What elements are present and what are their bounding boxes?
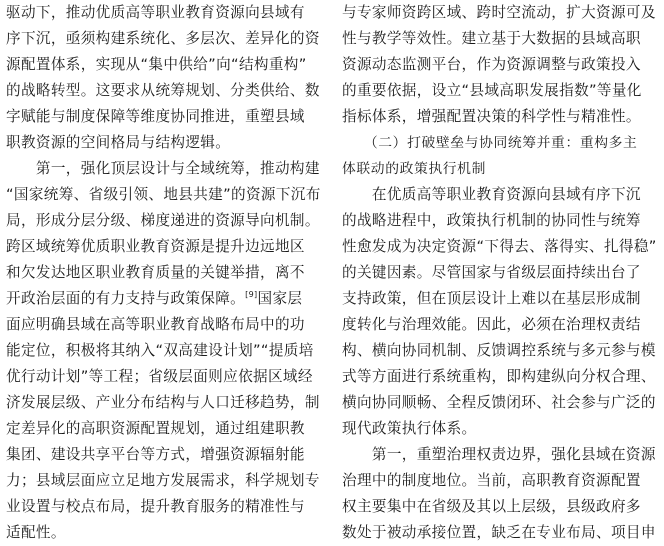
paragraph-line xyxy=(342,494,660,520)
line-text: 指标体系，增强配置决策的科学性与精准性。 xyxy=(342,108,641,125)
line-text: 现代政策执行体系。 xyxy=(342,420,477,437)
paragraph-line xyxy=(6,286,324,312)
paragraph-line xyxy=(6,416,324,442)
line-text: 的战略转型。这要求从统筹规划、分类供给、数 xyxy=(6,82,320,99)
line-text-continued: 国家层 xyxy=(257,290,303,307)
left-text-column xyxy=(6,0,324,546)
line-text: 职教资源的空间格局与结构逻辑。 xyxy=(6,134,231,151)
paragraph-line xyxy=(342,468,660,494)
line-text: 与专家师资跨区域、跨时空流动，扩大资源可及 xyxy=(342,4,656,21)
line-text: 在优质高等职业教育资源向县域有序下沉 xyxy=(342,186,641,203)
paragraph-line xyxy=(6,520,324,546)
line-text: 字赋能与制度保障等维度协同推进，重塑县域 xyxy=(6,108,305,125)
line-text: 局，形成分层分级、梯度递进的资源导向机制。 xyxy=(6,212,320,229)
paragraph-line xyxy=(6,26,324,52)
paragraph-line xyxy=(342,364,660,390)
paragraph-line xyxy=(6,130,324,156)
paragraph-line xyxy=(6,104,324,130)
paragraph-line xyxy=(6,52,324,78)
citation-reference: [9] xyxy=(245,290,258,300)
section-heading-line xyxy=(342,130,660,156)
line-text: 度转化与治理效能。因此，必须在治理权责结 xyxy=(342,316,641,333)
line-text: 性与教学等效性。建立基于大数据的县域高职 xyxy=(342,30,641,47)
line-text: 集团、建设共享平台等方式，增强资源辐射能 xyxy=(6,446,305,463)
line-text: 业设置与校点布局，提升教育服务的精准性与 xyxy=(6,498,305,515)
paragraph-line xyxy=(342,390,660,416)
paragraph-line xyxy=(342,26,660,52)
line-text: 第一，重塑治理权责边界，强化县域在资源 xyxy=(342,446,656,463)
paragraph-line xyxy=(342,260,660,286)
line-text: 适配性。 xyxy=(6,524,66,541)
paragraph-line xyxy=(6,468,324,494)
line-text: 权主要集中在省级及其以上层级，县级政府多 xyxy=(342,498,641,515)
line-text: 源配置体系，实现从“集中供给”向“结构重构” xyxy=(6,56,307,73)
line-text: 和欠发达地区职业教育质量的关键举措，离不 xyxy=(6,264,305,281)
line-text: 式等方面进行系统重构，即构建纵向分权合理、 xyxy=(342,368,656,385)
line-text: 济发展层级、产业分布结构与人口迁移趋势，制 xyxy=(6,394,320,411)
paragraph-line xyxy=(342,338,660,364)
line-text: 能定位，积极将其纳入“双高建设计划”“提质培 xyxy=(6,342,314,359)
line-text: 资源动态监测平台，作为资源调整与政策投入 xyxy=(342,56,641,73)
paragraph-line xyxy=(6,260,324,286)
paragraph-line xyxy=(6,364,324,390)
paragraph-line xyxy=(342,416,660,442)
line-text: 力；县域层面应立足地方发展需求，科学规划专 xyxy=(6,472,320,489)
line-text: （二）打破壁垒与协同统筹并重：重构多主 xyxy=(342,135,638,151)
paragraph-line xyxy=(6,208,324,234)
line-text: 支持政策，但在顶层设计上难以在基层形成制 xyxy=(342,290,641,307)
line-text: 的关键因素。尽管国家与省级层面持续出台了 xyxy=(342,264,641,281)
line-text: 数处于被动承接位置，缺乏在专业布局、项目申 xyxy=(342,524,656,541)
line-text: 跨区域统筹优质职业教育资源是提升边远地区 xyxy=(6,238,305,255)
line-text: 驱动下，推动优质高等职业教育资源向县域有 xyxy=(6,4,305,21)
paragraph-line xyxy=(6,442,324,468)
paragraph-line xyxy=(342,442,660,468)
paragraph-line xyxy=(6,234,324,260)
paragraph-line xyxy=(342,312,660,338)
paragraph-line xyxy=(6,338,324,364)
right-text-column xyxy=(342,0,660,546)
paragraph-line xyxy=(6,390,324,416)
line-text: 第一，强化顶层设计与全域统筹，推动构建 xyxy=(6,160,320,177)
line-text: 定差异化的高职资源配置规划，通过组建职教 xyxy=(6,420,305,437)
line-text: 性愈发成为决定资源“下得去、落得实、扎得稳” xyxy=(342,238,657,255)
line-text: 面应明确县域在高等职业教育战略布局中的功 xyxy=(6,316,305,333)
line-text: 体联动的政策执行机制 xyxy=(342,161,486,177)
paragraph-line xyxy=(6,78,324,104)
paragraph-line xyxy=(342,78,660,104)
line-text: 治理中的制度地位。当前，高职教育资源配置 xyxy=(342,472,641,489)
line-text: 横向协同顺畅、全程反馈闭环、社会参与广泛的 xyxy=(342,394,656,411)
paragraph-line xyxy=(342,52,660,78)
line-text: “国家统筹、省级引领、地县共建”的资源下沉布 xyxy=(6,186,321,203)
line-text: 的重要依据，设立“县域高职发展指数”等量化 xyxy=(342,82,642,99)
line-text: 序下沉，亟须构建系统化、多层次、差异化的资 xyxy=(6,30,320,47)
line-text: 开政治层面的有力支持与政策保障。 xyxy=(6,290,246,307)
paragraph-line xyxy=(342,520,660,546)
line-text: 的战略进程中，政策执行机制的协同性与统筹 xyxy=(342,212,641,229)
paragraph-line xyxy=(342,234,660,260)
section-heading-line xyxy=(342,156,660,182)
paragraph-line xyxy=(342,286,660,312)
paragraph-line xyxy=(342,208,660,234)
paragraph-line xyxy=(342,182,660,208)
paragraph-line xyxy=(6,156,324,182)
paragraph-line xyxy=(6,182,324,208)
paragraph-line xyxy=(342,104,660,130)
line-text: 优行动计划”等工程；省级层面则应依据区域经 xyxy=(6,368,313,385)
paragraph-line xyxy=(6,494,324,520)
paragraph-line xyxy=(6,0,324,26)
paragraph-line xyxy=(342,0,660,26)
line-text: 构、横向协同机制、反馈调控系统与多元参与模 xyxy=(342,342,656,359)
paragraph-line xyxy=(6,312,324,338)
